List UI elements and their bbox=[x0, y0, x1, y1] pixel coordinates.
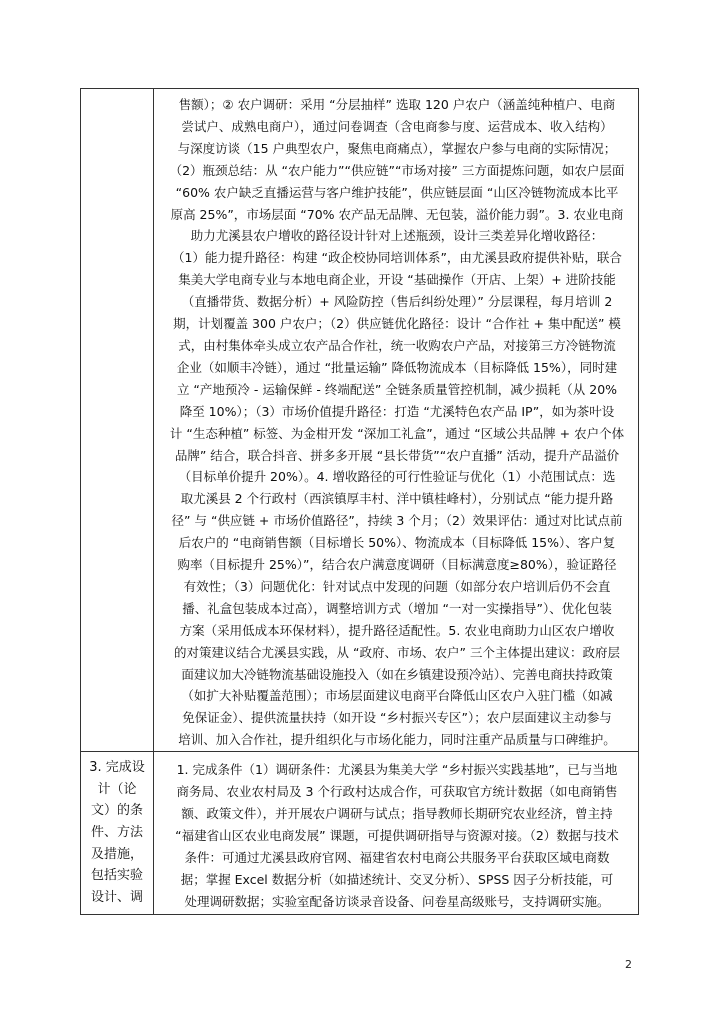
section3-content-cell bbox=[154, 752, 639, 915]
text-line: 文）的条 bbox=[90, 803, 143, 819]
text-line: （直播带货、数据分析）+ 风险防控（售后纠纷处理）” 分层课程，每月培训 2 bbox=[181, 294, 613, 310]
text-line: 播、礼盒包装成本过高），调整培训方式（增加 “一对一实操指导”）、优化包装 bbox=[182, 600, 612, 616]
text-line: 商务局、农业农村局及 3 个行政村达成合作，可获取官方统计数据（如电商销售 bbox=[176, 784, 618, 800]
text-line: 面建议加大冷链物流基础设施投入（如在乡镇建设预冷站）、完善电商扶持政策 bbox=[181, 666, 613, 682]
text-line: 3. 完成设 bbox=[89, 760, 145, 776]
section3-content-text bbox=[154, 752, 638, 912]
text-line: 集美大学电商专业与本地电商企业，开设 “基础操作（开店、上架）+ 进阶技能 bbox=[178, 272, 616, 288]
page-number: 2 bbox=[625, 958, 632, 971]
text-line: “60% 农户缺乏直播运营与客户维护技能”，供应链层面 “山区冷链物流成本比平 bbox=[175, 184, 619, 200]
text-line: 计 “生态种植” 标签、为金柑开发 “深加工礼盒”，通过 “区域公共品牌 + 农户个体 bbox=[169, 425, 625, 441]
text-line: 企业（如顺丰冷链），通过 “批量运输” 降低物流成本（目标降低 15%），同时建 bbox=[176, 359, 618, 375]
text-line: 取尤溪县 2 个行政村（西滨镇厚丰村、洋中镇桂峰村），分别试点 “能力提升路 bbox=[180, 491, 614, 507]
text-line: 及措施， bbox=[90, 846, 143, 862]
text-line: 期，计划覆盖 300 户农户；（2）供应链优化路径：设计 “合作社 + 集中配送” 模 bbox=[173, 316, 621, 332]
text-line: 条件：可通过尤溪县政府官网、福建省农村电商公共服务平台获取区域电商数 bbox=[184, 849, 610, 865]
text-line: 助力尤溪县农户增收的路径设计针对上述瓶颈，设计三类差异化增收路径： bbox=[190, 228, 604, 244]
text-line: 售额）；② 农户调研：采用 “分层抽样” 选取 120 户农户（涵盖纯种植户、电商 bbox=[178, 97, 616, 112]
table-row-research-content bbox=[81, 89, 639, 752]
text-line: （目标单价提升 20%）。4. 增收路径的可行性验证与优化（1）小范围试点：选 bbox=[178, 469, 616, 485]
text-line: 据；掌握 Excel 数据分析（如描述统计、交叉分析）、SPSS 因子分析技能，可 bbox=[180, 871, 614, 887]
main-content-text bbox=[154, 89, 638, 751]
text-line: 购率（目标提升 25%）”，结合农户满意度调研（目标满意度≥80%），验证路径 bbox=[177, 557, 617, 573]
section3-label-text bbox=[81, 752, 153, 908]
text-line: 1. 完成条件（1）调研条件：尤溪县为集美大学 “乡村振兴实践基地”，已与当地 bbox=[176, 762, 618, 778]
text-line: （1）能力提升路径：构建 “政企校协同培训体系”，由尤溪县政府提供补贴，联合 bbox=[172, 250, 622, 266]
text-line: 尝试户、成熟电商户），通过问卷调查（含电商参与度、运营成本、收入结构） bbox=[181, 118, 613, 134]
text-line: 设计、调 bbox=[90, 889, 143, 905]
text-line: 计（论 bbox=[97, 781, 137, 797]
text-line: 径” 与 “供应链 + 市场价值路径”，持续 3 个月；（2）效果评估：通过对比试点前 bbox=[171, 513, 623, 529]
table-row-completion-conditions bbox=[81, 752, 639, 915]
text-line: 立 “产地预冷 - 运输保鲜 - 终端配送” 全链条质量管控机制，减少损耗（从 20% bbox=[176, 381, 618, 397]
text-line: 的对策建议结合尤溪县实践，从 “政府、市场、农户” 三个主体提出建议：政府层 bbox=[174, 644, 620, 660]
text-line: 后农户的 “电商销售额（目标增长 50%）、物流成本（目标降低 15%）、客户复 bbox=[178, 535, 616, 551]
text-line: 原高 25%”，市场层面 “70% 农产品无品牌、无包装，溢价能力弱”。3. 农业电商 bbox=[170, 206, 624, 222]
text-line: 与深度访谈（15 户典型农户，聚焦电商痛点），掌握农户参与电商的实际情况； bbox=[177, 140, 617, 156]
text-line: 式，由村集体牵头成立农产品合作社，统一收购农户产品，对接第三方冷链物流 bbox=[178, 337, 616, 353]
text-line: 方案（采用低成本环保材料），提升路径适配性。5. 农业电商助力山区农户增收 bbox=[179, 622, 615, 638]
text-line: 件、方法 bbox=[90, 824, 143, 840]
text-line: 额、政策文件），并开展农户调研与试点；指导教师长期研究农业经济，曾主持 bbox=[181, 806, 613, 821]
main-content-cell bbox=[154, 89, 639, 752]
text-line: 培训、加入合作社，提升组织化与市场化能力，同时注重产品质量与口碑维护。 bbox=[178, 732, 616, 748]
text-line: “福建省山区农业电商发展” 课题，可提供调研指导与资源对接。（2）数据与技术 bbox=[175, 827, 619, 843]
section3-label-cell bbox=[81, 752, 154, 915]
text-line: （如扩大补贴覆盖范围）；市场层面建议电商平台降低山区农户入驻门槛（如减 bbox=[181, 688, 613, 704]
proposal-table bbox=[80, 88, 639, 915]
text-line: 处理调研数据；实验室配备访谈录音设备、问卷星高级账号，支持调研实施。 bbox=[184, 893, 610, 909]
text-line: 品牌” 结合，联合抖音、拼多多开展 “县长带货”“农户直播” 活动，提升产品溢价 bbox=[174, 447, 620, 463]
text-line: 包括实验 bbox=[90, 868, 143, 884]
text-line: 降至 10%）；（3）市场价值提升路径：打造 “尤溪特色农产品 IP”，如为茶叶设 bbox=[179, 403, 615, 419]
left-cell-empty bbox=[81, 89, 154, 752]
text-line: （2）瓶颈总结：从 “农户能力”“供应链”“市场对接” 三方面提炼问题，如农户层面 bbox=[169, 162, 625, 178]
text-line: 免保证金）、提供流量扶持（如开设 “乡村振兴专区”）；农户层面建议主动参与 bbox=[182, 710, 612, 726]
text-line: 有效性；（3）问题优化：针对试点中发现的问题（如部分农户培训后仍不会直 bbox=[183, 578, 611, 594]
